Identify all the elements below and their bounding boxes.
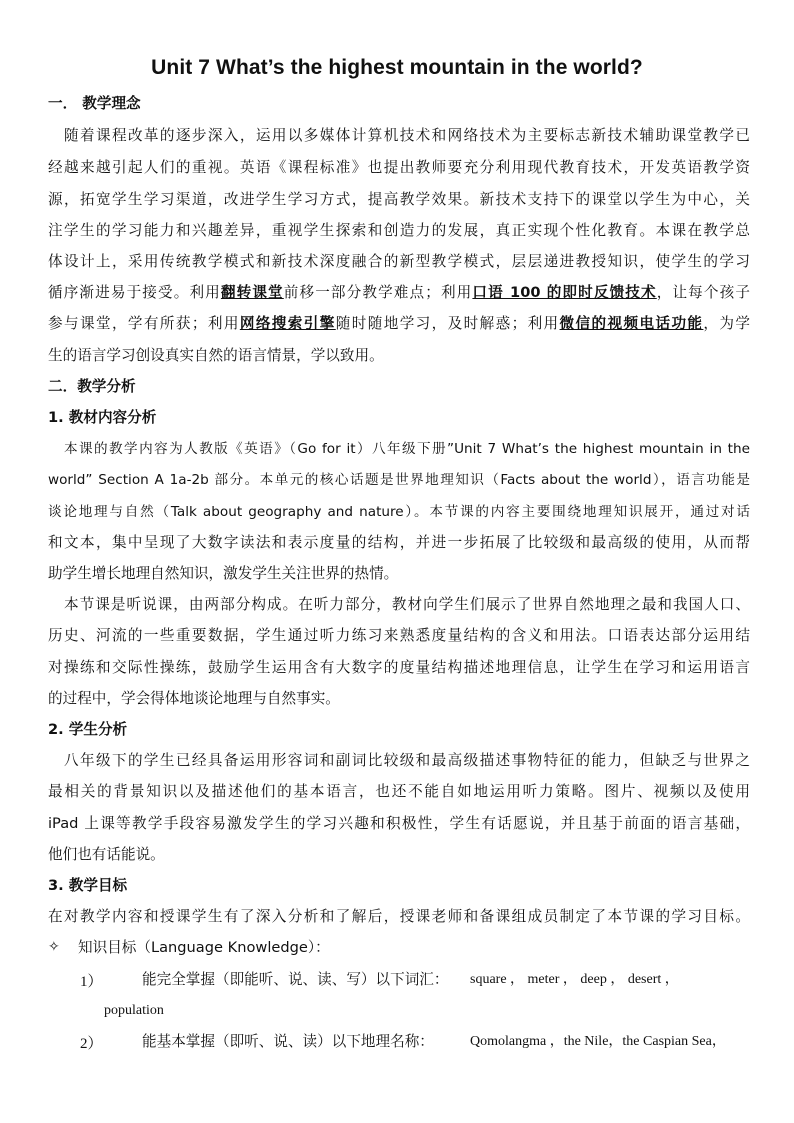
text-run: ，为学 [703,315,750,332]
text-run: 随时随地学习，及时解惑；利用 [335,315,560,332]
diamond-star-bullet-icon: ✧ [48,939,60,955]
paragraph-line: 最相关的背景知识以及描述他们的基本语言，也还不能自如地运用听力策略。图片、视频以及使用 [48,783,750,800]
paragraph-line: 在对教学内容和授课学生有了深入分析和了解后，授课老师和备课组成员制定了本节课的学习目标。 [48,908,750,925]
paragraph-line: world” Section A 1a-2b 部分。本单元的核心话题是世界地理知识（Facts about the world），语言功能是 [48,472,750,488]
paragraph-line: 的过程中，学会得体地谈论地理与自然事实。 [48,690,340,707]
section-heading-teaching-analysis: 二．教学分析 [48,378,136,395]
list-number: 2） [80,1036,103,1052]
paragraph-line [48,314,750,334]
paragraph-line: 历史、河流的一些重要数据，学生通过听力练习来熟悉度量结构的含义和用法。口语表达部分运用结 [48,627,750,644]
paragraph-line: 随着课程改革的逐步深入，运用以多媒体计算机技术和网络技术为主要标志新技术辅助课堂教学已 [64,127,750,144]
paragraph-line: 谈论地理与自然（Talk about geography and nature）。本节课的内容主要围绕地理知识展开，通过对话 [48,504,750,520]
paragraph-line: 本课的教学内容为人教版《英语》（Go for it）八年级下册”Unit 7 What’s the highest mountain in the [64,441,750,457]
list-item-text: 能基本掌握（即听、说、读）以下地理名称： [142,1033,434,1050]
text-run: 参与课堂，学有所获；利用 [48,315,240,332]
paragraph-line: 和文本，集中呈现了大数字读法和表示度量的结构，并进一步拓展了比较级和最高级的使用，从而帮 [48,534,750,551]
paragraph-line: 注学生的学习能力和兴趣差异，重视学生探索和创造力的发展，真正实现个性化教育。本课在教学总 [48,222,750,239]
paragraph-line: 他们也有话能说。 [48,846,165,863]
geography-names-list: Qomolangma ，the Nile，the Caspian Sea， [470,1034,726,1049]
text-run: ，让每个孩子 [656,284,750,301]
subsection-heading-student-analysis: 2. 学生分析 [48,721,128,738]
wechat-video-emphasis: 微信的视频电话功能 [559,315,704,332]
oral-100-feedback-emphasis: 口语 100 的即时反馈技术 [472,284,657,301]
paragraph-line: 体设计上，采用传统教学模式和新技术深度融合的新型教学模式，层层递进教授知识，使学生的学习 [48,253,750,270]
paragraph-line: 对操练和交际性操练，鼓励学生运用含有大数字的度量结构描述地理信息，让学生在学习和运用语言 [48,659,750,676]
vocabulary-list: square ， meter ， deep ， desert ， [470,972,679,987]
paragraph-line [48,283,750,303]
knowledge-goal-label: 知识目标（Language Knowledge）： [78,939,330,956]
text-run: 循序渐进易于接受。利用 [48,284,221,301]
paragraph-line: 经越来越引起人们的重视。英语《课程标准》也提出教师要充分利用现代教育技术，开发英语教学资 [48,159,750,176]
section-heading-teaching-philosophy: 一． 教学理念 [48,95,141,112]
paragraph-line: 本节课是听说课，由两部分构成。在听力部分，教材向学生们展示了世界自然地理之最和我国人口、 [64,596,750,613]
paragraph-line: 八年级下的学生已经具备运用形容词和副词比较级和最高级描述事物特征的能力，但缺乏与世界之 [64,752,750,769]
text-run: 前移一部分教学难点；利用 [283,284,473,301]
paragraph-line: iPad 上课等教学手段容易激发学生的学习兴趣和积极性，学生有话愿说，并且基于前面的语言基础， [48,815,750,832]
paragraph-line: 生的语言学习创设真实自然的语言情景，学以致用。 [48,347,384,364]
list-item-text: 能完全掌握（即能听、说、读、写）以下词汇： [142,971,449,988]
search-engine-emphasis: 网络搜索引擎 [239,315,336,332]
list-number: 1） [80,974,103,990]
paragraph-line: 助学生增长地理自然知识，激发学生关注世界的热情。 [48,565,399,582]
flipped-classroom-emphasis: 翻转课堂 [220,284,284,301]
vocabulary-list-continued: population [104,1003,164,1018]
subsection-heading-content-analysis: 1. 教材内容分析 [48,409,157,426]
paragraph-line: 源，拓宽学生学习渠道，改进学生学习方式，提高教学效果。新技术支持下的课堂以学生为中心，关 [48,191,750,208]
section-heading-teaching-goals: 3. 教学目标 [48,877,128,894]
page-title: Unit 7 What’s the highest mountain in the world? [151,56,643,79]
